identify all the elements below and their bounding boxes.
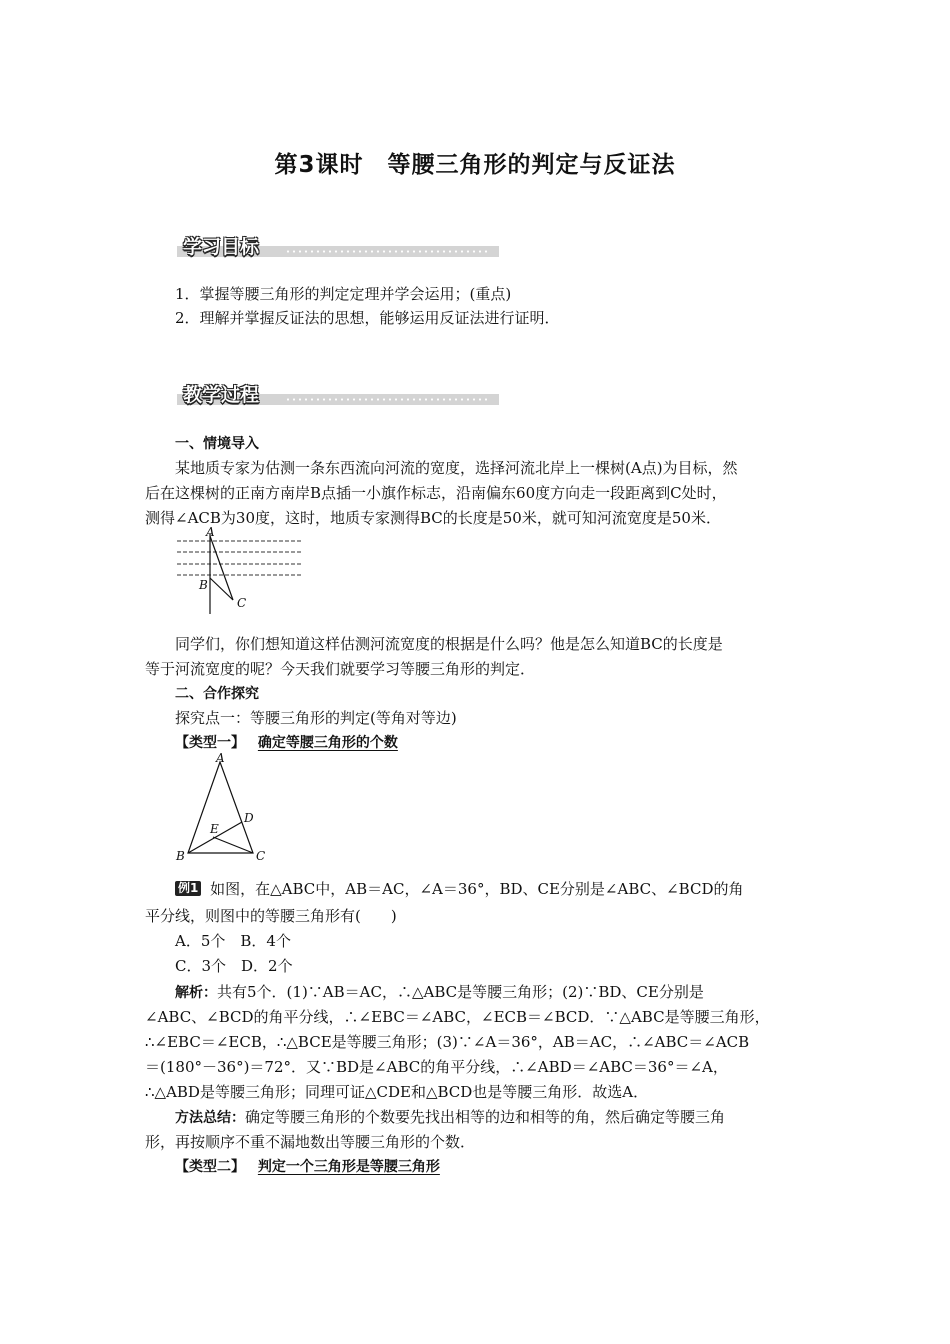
river-figure — [175, 526, 305, 616]
objective-1: 1．掌握等腰三角形的判定定理并学会运用；(重点) — [175, 285, 512, 303]
analysis-line: ＝(180°－36°)＝72°．又∵BD是∠ABC的角平分线，∴∠ABD＝∠ABC＝36°＝∠A， — [145, 1058, 728, 1076]
summary-text: 确定等腰三角形的个数要先找出相等的边和相等的角，然后确定等腰三角 — [245, 1108, 726, 1126]
analysis-line: ∴∠EBC＝∠ECB，∴△BCE是等腰三角形；(3)∵∠A＝36°，AB＝AC，∴∠ABC＝∠ACB — [145, 1033, 750, 1051]
process-banner-label: 教学过程 — [183, 384, 260, 406]
fig2-label-d: D — [244, 811, 254, 825]
intro-question-line: 同学们，你们想知道这样估测河流宽度的根据是什么吗？他是怎么知道BC的长度是 — [175, 635, 723, 653]
fig2-label-b: B — [176, 849, 185, 863]
fig1-label-b: B — [199, 578, 208, 592]
fig2-label-e: E — [210, 822, 219, 836]
objectives-banner-label: 学习目标 — [183, 236, 260, 258]
type2-tag: 【类型二】 — [175, 1159, 245, 1175]
type1-heading — [175, 731, 835, 755]
part1-heading: 一、情境导入 — [175, 436, 259, 452]
summary-label: 方法总结： — [175, 1110, 245, 1126]
options-line: C．3个 D．2个 — [175, 957, 293, 975]
fig2-label-a: A — [216, 751, 225, 765]
analysis-line: ∠ABC、∠BCD的角平分线，∴∠EBC＝∠ABC，∠ECB＝∠BCD．∵△ABC是等腰三角形， — [145, 1008, 770, 1026]
intro-paragraph-line: 后在这棵树的正南方南岸B点插一小旗作标志，沿南偏东60度方向走一段距离到C处时， — [145, 484, 727, 502]
analysis-label: 解析： — [175, 985, 217, 1001]
intro-question-line: 等于河流宽度的呢？今天我们就要学习等腰三角形的判定． — [145, 660, 536, 678]
intro-paragraph-line: 测得∠ACB为30度，这时，地质专家测得BC的长度是50米，就可知河流宽度是50米． — [145, 509, 721, 527]
intro-paragraph-line: 某地质专家为估测一条东西流向河流的宽度，选择河流北岸上一棵树(A点)为目标，然 — [175, 459, 738, 477]
analysis-text: 共有5个．(1)∵AB＝AC，∴△ABC是等腰三角形；(2)∵BD、CE分别是 — [217, 983, 704, 1001]
page-title: 第3课时 等腰三角形的判定与反证法 — [274, 152, 676, 178]
process-banner — [177, 380, 499, 406]
summary-line — [175, 1105, 835, 1130]
example-line — [175, 877, 835, 901]
options-line: A．5个 B．4个 — [175, 932, 291, 950]
type2-title: 判定一个三角形是等腰三角形 — [257, 1159, 440, 1175]
objectives-banner — [177, 232, 499, 258]
fig1-label-c: C — [237, 596, 247, 610]
type2-heading — [175, 1155, 835, 1179]
example-line: 平分线，则图中的等腰三角形有( ) — [145, 907, 397, 925]
exploration-point-1: 探究点一：等腰三角形的判定(等角对等边) — [175, 709, 457, 727]
type1-title: 确定等腰三角形的个数 — [257, 735, 398, 751]
objective-2: 2．理解并掌握反证法的思想，能够运用反证法进行证明． — [175, 309, 560, 327]
triangle-figure — [172, 750, 272, 866]
analysis-line: ∴△ABD是等腰三角形；同理可证△CDE和△BCD也是等腰三角形．故选A． — [145, 1083, 649, 1101]
analysis-line — [175, 980, 835, 1005]
example-badge: 例1 — [175, 881, 201, 896]
fig2-label-c: C — [256, 849, 266, 863]
example-text: 如图，在△ABC中，AB＝AC，∠A＝36°，BD、CE分别是∠ABC、∠BCD的角 — [210, 880, 744, 898]
part2-heading: 二、合作探究 — [175, 686, 259, 702]
type1-tag: 【类型一】 — [175, 735, 245, 751]
summary-line: 形，再按顺序不重不漏地数出等腰三角形的个数． — [145, 1133, 476, 1151]
fig1-label-a: A — [206, 526, 215, 539]
